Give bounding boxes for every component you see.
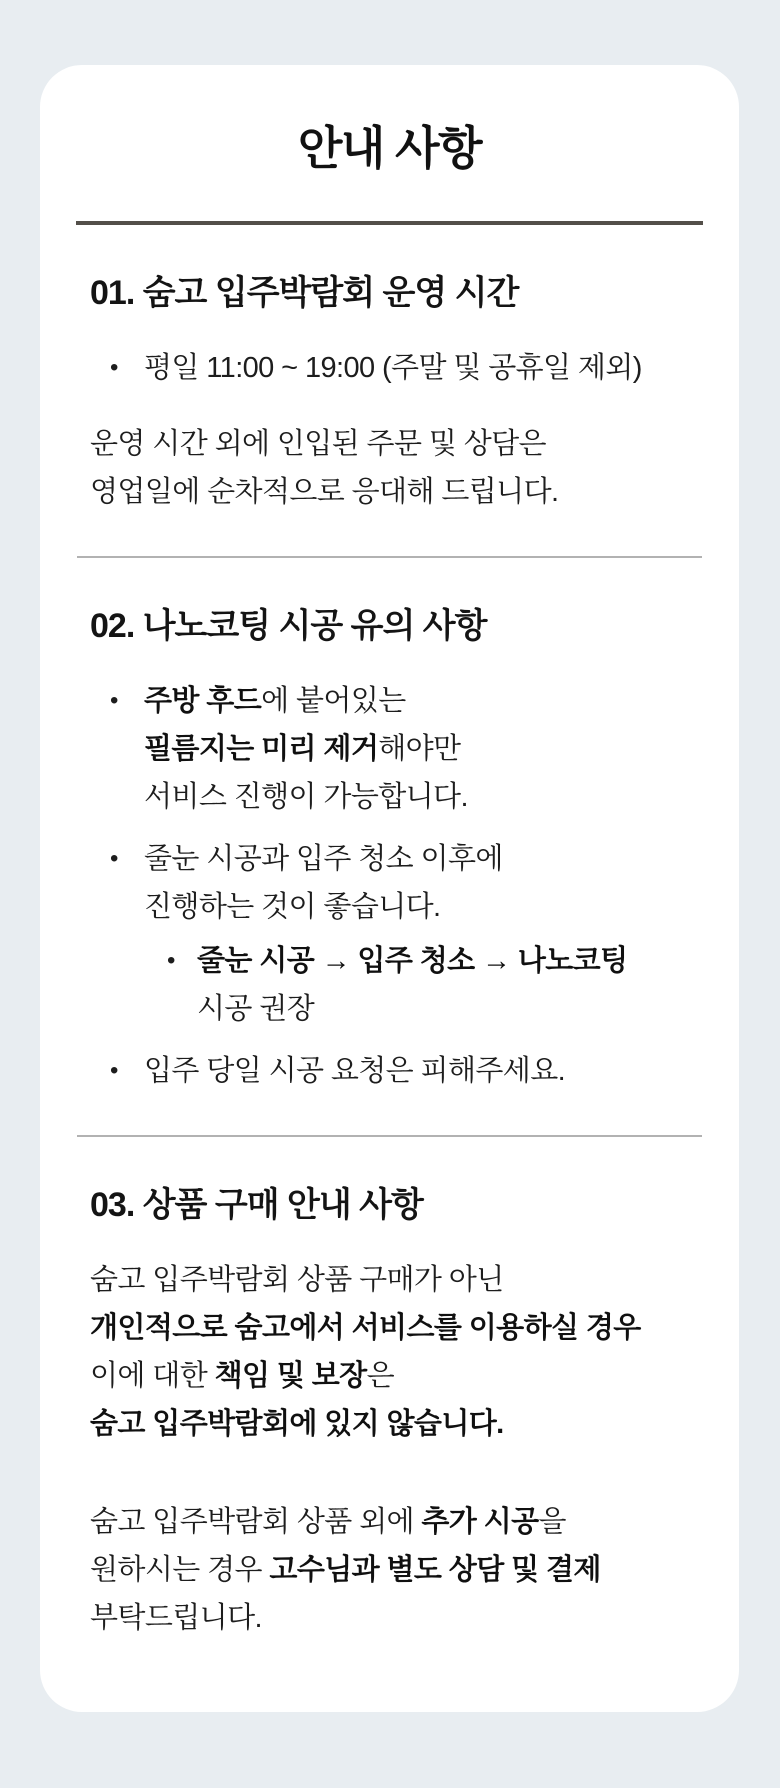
list-item (110, 835, 689, 1033)
text-run: 을 (538, 1506, 566, 1538)
text-line (90, 1594, 689, 1642)
text-line (90, 468, 689, 516)
text-run: 해야만 (378, 733, 461, 765)
list-item (167, 937, 689, 1033)
text-bold-run: 고수님과 별도 상담 및 결제 (269, 1554, 601, 1586)
text-run: 숨고 입주박람회 상품 구매가 아닌 (90, 1264, 504, 1296)
text-line (144, 883, 689, 931)
list-item (110, 1047, 689, 1095)
list-item (110, 344, 689, 392)
list-item-text (144, 835, 689, 1033)
text-bold-run: 필름지는 미리 제거 (144, 733, 379, 765)
text-bold-run: 주방 후드 (144, 685, 262, 717)
text-run: 에 붙어있는 (261, 685, 406, 717)
bullet-icon: • (110, 354, 119, 381)
text-line (144, 344, 689, 392)
text-line (90, 1400, 689, 1448)
paragraph (90, 420, 689, 516)
bullet-icon: • (110, 687, 119, 714)
text-line (90, 1498, 689, 1546)
bullet-list (90, 677, 689, 1095)
text-bold-run: 개인적으로 숨고에서 서비스를 이용하실 경우 (90, 1312, 641, 1344)
paragraph (90, 1256, 689, 1448)
section-divider (77, 556, 702, 558)
text-run: 부탁드립니다. (90, 1602, 262, 1634)
list-item-text (144, 344, 689, 392)
text-bold-run: 숨고 입주박람회에 있지 않습니다. (90, 1408, 504, 1440)
section-divider (77, 1135, 702, 1137)
section-heading: 01. 숨고 입주박람회 운영 시간 (90, 274, 519, 312)
sections-container (90, 271, 689, 1642)
text-line (197, 937, 689, 985)
text-line (144, 1047, 689, 1095)
text-run: 숨고 입주박람회 상품 외에 (90, 1506, 422, 1538)
text-bold-run: 줄눈 시공 → 입주 청소 → 나노코팅 (197, 945, 628, 977)
text-run: 진행하는 것이 좋습니다. (144, 891, 441, 923)
list-item-text (197, 937, 689, 1033)
section-heading: 02. 나노코팅 시공 유의 사항 (90, 607, 487, 645)
text-run: 영업일에 순차적으로 응대해 드립니다. (90, 476, 559, 508)
list-item-text (144, 677, 689, 821)
bullet-list (90, 344, 689, 392)
list-item (110, 677, 689, 821)
text-line (90, 420, 689, 468)
text-run: 이에 대한 (90, 1360, 215, 1392)
nested-bullet-list (144, 937, 689, 1033)
section-heading: 03. 상품 구매 안내 사항 (90, 1186, 423, 1224)
text-run: 서비스 진행이 가능합니다. (144, 781, 468, 813)
text-line (90, 1352, 689, 1400)
text-bold-run: 책임 및 보장 (214, 1360, 367, 1392)
list-item-text (144, 1047, 689, 1095)
title-divider (76, 221, 703, 225)
bullet-icon: • (167, 947, 176, 974)
text-bold-run: 추가 시공 (421, 1506, 539, 1538)
bullet-icon: • (110, 1057, 119, 1084)
text-run: 평일 11:00 ~ 19:00 (주말 및 공휴일 제외) (144, 352, 642, 384)
text-line (144, 725, 689, 773)
text-line (90, 1256, 689, 1304)
text-run: 원하시는 경우 (90, 1554, 270, 1586)
text-run: 줄눈 시공과 입주 청소 이후에 (144, 843, 503, 875)
text-line (197, 985, 689, 1033)
text-run: 입주 당일 시공 요청은 피해주세요. (144, 1055, 566, 1087)
text-line (144, 835, 689, 883)
page-title: 안내 사항 (297, 122, 482, 174)
paragraph (90, 1498, 689, 1642)
text-line (144, 677, 689, 725)
text-line (90, 1304, 689, 1352)
text-run: 운영 시간 외에 인입된 주문 및 상담은 (90, 428, 546, 460)
text-run: 시공 권장 (197, 993, 315, 1025)
text-run: 은 (366, 1360, 394, 1392)
bullet-icon: • (110, 845, 119, 872)
notice-card (40, 65, 739, 1712)
text-line (144, 773, 689, 821)
text-line (90, 1546, 689, 1594)
